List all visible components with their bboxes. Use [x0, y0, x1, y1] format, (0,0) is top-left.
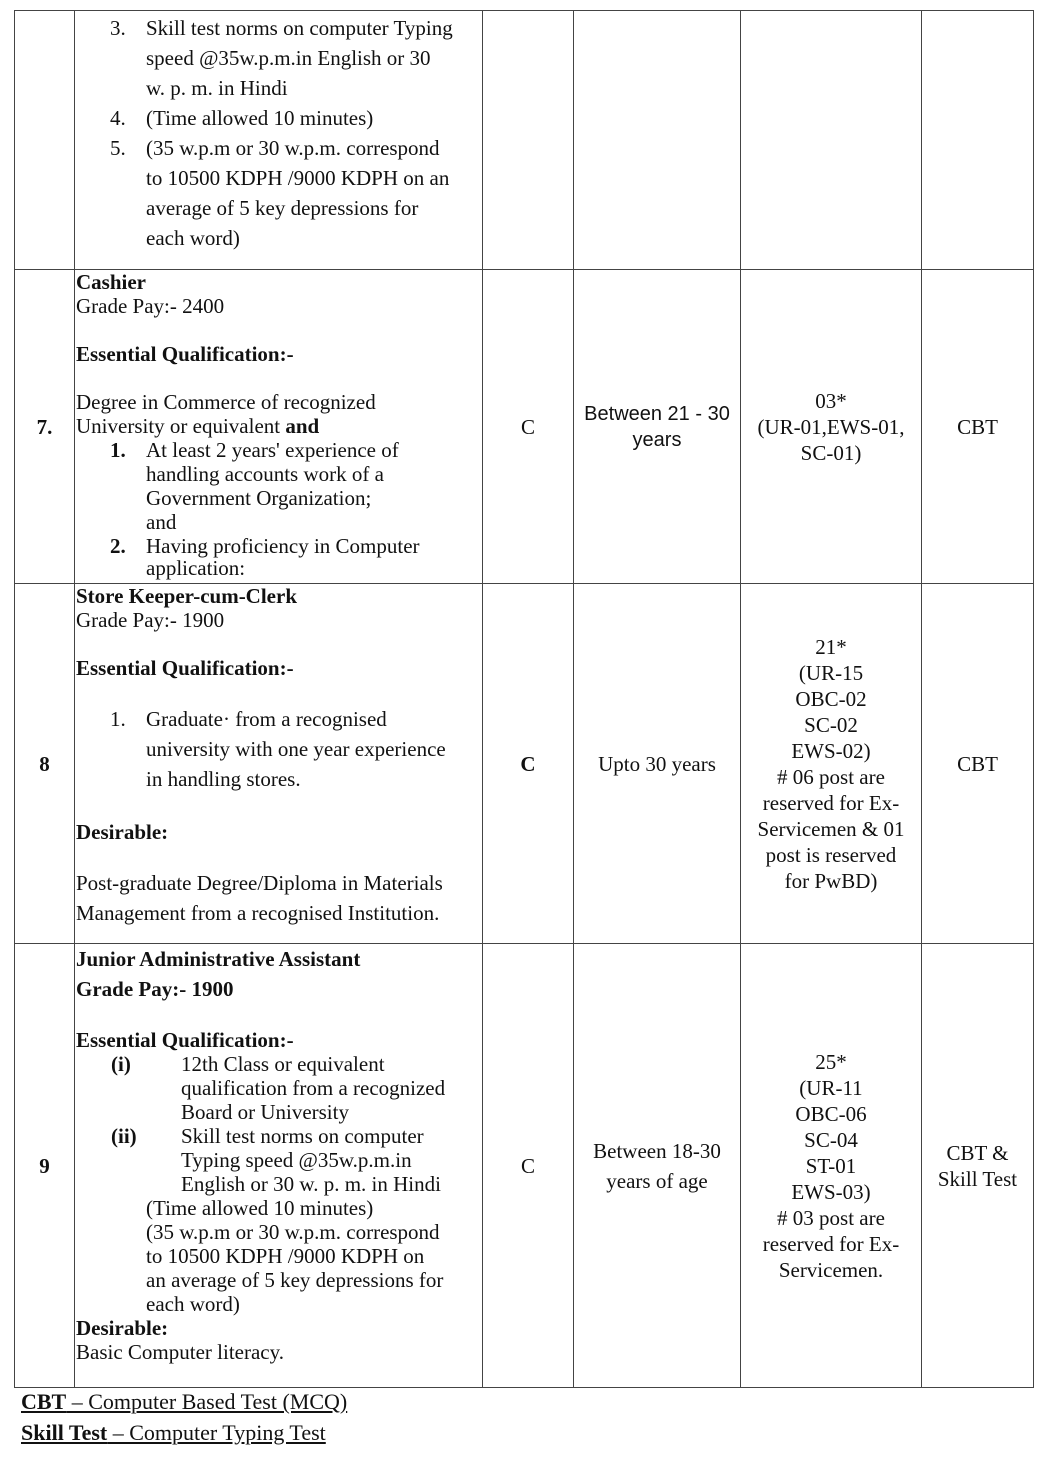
and-label: and — [285, 414, 320, 438]
vacancy-text: OBC-02 — [795, 686, 867, 711]
item-text: average of 5 key depressions for — [146, 196, 419, 220]
desirable-text: Basic Computer literacy. — [76, 1340, 284, 1364]
grade-pay: Grade Pay:- 1900 — [76, 608, 225, 632]
age-cell: Upto 30 years — [574, 584, 741, 944]
item-text: At least 2 years' experience of — [146, 438, 399, 462]
serial-cell: 9 — [15, 944, 75, 1388]
post-title: Junior Administrative Assistant — [76, 947, 361, 971]
item-text: (Time allowed 10 minutes) — [146, 106, 374, 130]
list-item — [76, 103, 482, 133]
item-text: speed @35w.p.m.in English or 30 — [146, 46, 431, 70]
vacancy-text: (UR-11 — [799, 1075, 863, 1100]
item-number: 5. — [110, 136, 126, 160]
item-number: 1. — [110, 707, 126, 731]
category-cell: C — [483, 584, 574, 944]
item-text: in handling stores. — [146, 767, 301, 791]
footnote-term: CBT — [21, 1389, 67, 1414]
vacancy-text: for PwBD) — [784, 868, 878, 893]
qualification-list — [76, 438, 482, 578]
vacancy-text: SC-02 — [804, 712, 858, 737]
item-text: university with one year experience — [146, 737, 446, 761]
age-text: years — [632, 428, 682, 451]
vacancy-text: SC-04 — [804, 1127, 858, 1152]
qualification-list — [76, 704, 482, 794]
vacancy-text: EWS-03) — [791, 1179, 871, 1204]
category-cell — [483, 11, 574, 270]
item-text: Skill test norms on computer Typing — [146, 16, 453, 40]
item-text: application: — [146, 556, 246, 580]
degree-text-part: University or equivalent — [76, 414, 286, 438]
vacancy-cell — [741, 944, 922, 1388]
age-cell — [574, 270, 741, 584]
category-cell: C — [483, 944, 574, 1388]
item-text: to 10500 KDPH /9000 KDPH on an — [146, 166, 450, 190]
list-item — [76, 133, 482, 253]
item-number: 4. — [110, 106, 126, 130]
mode-cell — [922, 11, 1034, 270]
table-row — [15, 584, 1034, 944]
vacancy-text: reserved for Ex- — [762, 790, 900, 815]
vacancy-text: (UR-01,EWS-01, — [757, 414, 905, 439]
vacancy-text: ST-01 — [805, 1153, 857, 1178]
grade-pay: Grade Pay:- 2400 — [76, 294, 225, 318]
serial-cell: 7. — [15, 270, 75, 584]
post-cell — [75, 944, 483, 1388]
vacancy-text: EWS-02) — [791, 738, 871, 763]
footnote-cbt — [21, 1389, 347, 1415]
item-text: w. p. m. in Hindi — [146, 76, 288, 100]
item-text: Having proficiency in Computer — [146, 534, 420, 558]
item-text: each word) — [146, 1292, 240, 1316]
degree-text: Degree in Commerce of recognized — [76, 390, 376, 414]
vacancy-cell — [741, 11, 922, 270]
qualification-label: Essential Qualification:- — [76, 342, 294, 366]
item-text: Typing speed @35w.p.m.in — [181, 1148, 412, 1172]
vacancy-text: Servicemen. — [778, 1257, 884, 1282]
vacancy-text: (UR-15 — [798, 660, 864, 685]
serial-cell: 8 — [15, 584, 75, 944]
typing-notes — [76, 1196, 482, 1316]
item-text: Skill test norms on computer — [181, 1124, 424, 1148]
serial-cell — [15, 11, 75, 270]
item-text: qualification from a recognized — [181, 1076, 446, 1100]
item-text: (35 w.p.m or 30 w.p.m. correspond — [146, 136, 440, 160]
mode-text: CBT & — [946, 1140, 1009, 1165]
age-cell — [574, 11, 741, 270]
item-text: (Time allowed 10 minutes) — [146, 1196, 374, 1220]
item-text: and — [146, 510, 177, 534]
item-text: Government Organization; — [146, 486, 372, 510]
vacancy-text: # 03 post are — [777, 1205, 885, 1230]
desirable-label: Desirable: — [76, 820, 169, 844]
vacancy-text: OBC-06 — [795, 1101, 867, 1126]
vacancy-text: reserved for Ex- — [762, 1231, 900, 1256]
age-cell — [574, 944, 741, 1388]
item-text: each word) — [146, 226, 240, 250]
qualification-label: Essential Qualification:- — [76, 1028, 294, 1052]
vacancy-text: 03* — [815, 388, 847, 413]
footnote-skill-test — [21, 1420, 326, 1446]
item-text: Graduate· from a recognised — [146, 707, 387, 731]
list-item — [76, 1052, 482, 1124]
item-text: Board or University — [181, 1100, 349, 1124]
recruitment-table — [14, 10, 1034, 1388]
qualification-label: Essential Qualification:- — [76, 656, 294, 680]
mode-cell: CBT — [922, 584, 1034, 944]
vacancy-text: post is reserved — [765, 842, 897, 867]
item-number: (i) — [111, 1052, 131, 1076]
age-text: years of age — [606, 1168, 708, 1193]
degree-text — [76, 414, 482, 438]
footnote-definition: – Computer Based Test (MCQ) — [66, 1389, 348, 1414]
skill-norms-list — [76, 13, 482, 253]
post-cell — [75, 270, 483, 584]
vacancy-text: Servicemen & 01 — [757, 816, 905, 841]
age-text: Between 18-30 — [593, 1138, 721, 1163]
age-text: Between 21 - 30 — [584, 402, 730, 425]
vacancy-cell — [741, 584, 922, 944]
item-number: (ii) — [111, 1124, 137, 1148]
post-cell — [75, 584, 483, 944]
item-text: to 10500 KDPH /9000 KDPH on — [146, 1244, 425, 1268]
footnote-term: Skill Test — [21, 1420, 108, 1445]
vacancy-text: # 06 post are — [777, 764, 885, 789]
desirable-label: Desirable: — [76, 1316, 169, 1340]
table-row — [15, 11, 1034, 270]
post-title: Store Keeper-cum-Clerk — [76, 584, 298, 608]
vacancy-text: SC-01) — [800, 440, 862, 465]
list-item — [76, 534, 482, 578]
grade-pay: Grade Pay:- 1900 — [76, 977, 234, 1001]
mode-cell — [922, 944, 1034, 1388]
list-item — [76, 1124, 482, 1196]
post-cell — [75, 11, 483, 270]
post-title: Cashier — [76, 270, 146, 294]
vacancy-cell — [741, 270, 922, 584]
desirable-text: Management from a recognised Institution. — [76, 901, 440, 925]
mode-cell: CBT — [922, 270, 1034, 584]
vacancy-text: 25* — [815, 1049, 847, 1074]
list-item — [76, 704, 482, 794]
item-number: 1. — [110, 438, 126, 462]
item-number: 2. — [110, 534, 126, 558]
item-number: 3. — [110, 16, 126, 40]
list-item — [76, 438, 482, 534]
table-row — [15, 944, 1034, 1388]
item-text: an average of 5 key depressions for — [146, 1268, 444, 1292]
desirable-text: Post-graduate Degree/Diploma in Materials — [76, 871, 443, 895]
mode-text: Skill Test — [937, 1166, 1018, 1191]
item-text: (35 w.p.m or 30 w.p.m. correspond — [146, 1220, 440, 1244]
item-text: English or 30 w. p. m. in Hindi — [181, 1172, 441, 1196]
table-row — [15, 270, 1034, 584]
list-item — [76, 13, 482, 103]
vacancy-text: 21* — [815, 634, 847, 659]
item-text: 12th Class or equivalent — [181, 1052, 385, 1076]
category-cell: C — [483, 270, 574, 584]
footnote-definition: – Computer Typing Test — [107, 1420, 326, 1445]
item-text: handling accounts work of a — [146, 462, 384, 486]
